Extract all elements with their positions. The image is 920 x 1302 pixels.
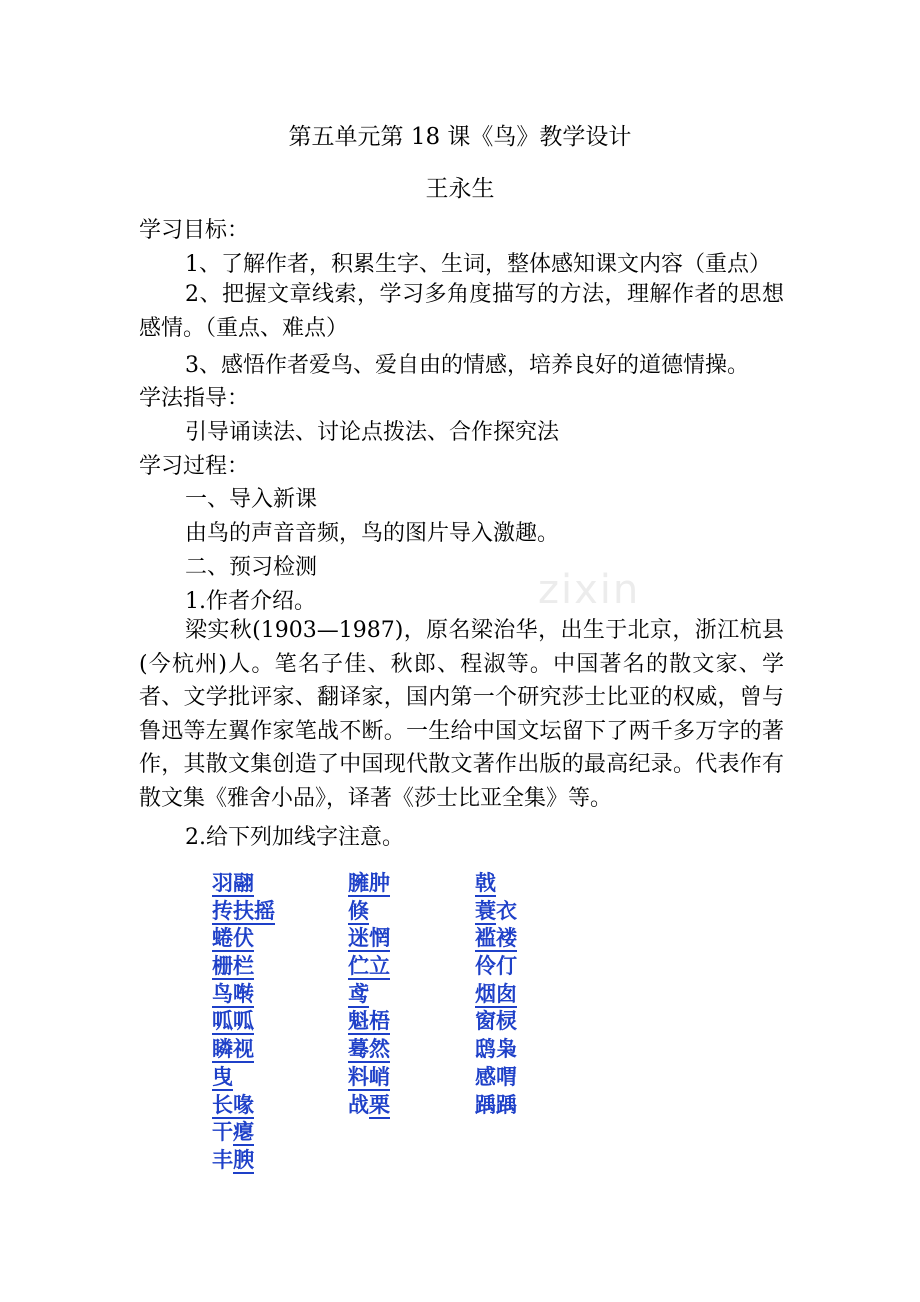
vocab-underlined-text: 戟 bbox=[475, 871, 496, 895]
vocab-word bbox=[212, 953, 275, 981]
vocab-underlined-text: 倏 bbox=[348, 898, 369, 923]
vocab-underlined-text: 魁梧 bbox=[348, 1009, 390, 1034]
vocab-word bbox=[348, 870, 390, 898]
vocab-text: 踽踽 bbox=[475, 1092, 517, 1117]
vocab-underlined-text: 瘪 bbox=[233, 1120, 254, 1145]
vocab-underlined-text: 蓑 bbox=[475, 898, 496, 923]
vocab-text: 感喟 bbox=[475, 1064, 517, 1089]
vocab-underlined-text: 烟囱 bbox=[475, 981, 517, 1006]
goal-3: 3、感悟作者爱鸟、爱自由的情感，培养良好的道德情操。 bbox=[185, 353, 749, 378]
vocab-underlined-text: 蓦然 bbox=[348, 1037, 390, 1062]
vocab-column-3 bbox=[475, 870, 517, 1119]
vocab-underlined-text: 栗 bbox=[369, 1092, 390, 1117]
vocab-word bbox=[212, 1119, 275, 1147]
vocab-underlined-text: 蜷伏 bbox=[212, 926, 254, 951]
vocab-word bbox=[212, 981, 275, 1009]
vocab-underlined-text: 伫立 bbox=[348, 954, 390, 979]
vocab-word bbox=[348, 898, 390, 926]
vocab-word bbox=[348, 1008, 390, 1036]
vocab-underlined-text: 鸢 bbox=[348, 981, 369, 1006]
vocab-word bbox=[348, 1092, 390, 1120]
vocab-text: 丰 bbox=[212, 1147, 233, 1172]
vocab-underlined-text: 瞵视 bbox=[212, 1037, 254, 1062]
item-2-heading: 2.给下列加线字注意。 bbox=[185, 825, 404, 850]
vocab-underlined-text: 栅栏 bbox=[212, 954, 254, 979]
vocab-word bbox=[475, 1064, 517, 1092]
vocab-word bbox=[475, 898, 517, 926]
vocab-underlined-text: 呱呱 bbox=[212, 1009, 254, 1034]
vocab-word bbox=[475, 870, 517, 898]
vocab-text: 窗棂 bbox=[475, 1009, 517, 1034]
goal-1: 1、了解作者，积累生字、生词，整体感知课文内容（重点） bbox=[185, 252, 771, 277]
vocab-word bbox=[475, 1092, 517, 1120]
step-1-text: 由鸟的声音音频，鸟的图片导入激趣。 bbox=[185, 521, 560, 546]
vocab-underlined-text: 料峭 bbox=[348, 1064, 390, 1089]
vocab-column-2 bbox=[348, 870, 390, 1119]
vocab-text: 鸱枭 bbox=[475, 1037, 517, 1062]
vocab-word bbox=[212, 1064, 275, 1092]
process-heading: 学习过程： bbox=[139, 454, 250, 479]
item-1-heading: 1.作者介绍。 bbox=[185, 589, 316, 614]
step-2-heading: 二、预习检测 bbox=[185, 555, 318, 580]
vocab-underlined-text: 曳 bbox=[212, 1064, 233, 1089]
vocab-word bbox=[348, 1064, 390, 1092]
vocab-word bbox=[475, 981, 517, 1009]
vocab-word bbox=[348, 1036, 390, 1064]
vocab-underlined-text: 迷惘 bbox=[348, 926, 390, 951]
vocab-underlined-text: 褴褛 bbox=[475, 926, 517, 951]
vocab-underlined-text: 羽翮 bbox=[212, 871, 254, 895]
vocab-underlined-text: 抟扶摇 bbox=[212, 898, 275, 923]
vocab-text: 伶仃 bbox=[475, 954, 517, 979]
vocab-word bbox=[212, 925, 275, 953]
vocab-word bbox=[212, 898, 275, 926]
vocab-word bbox=[212, 1147, 275, 1175]
vocab-underlined-text: 长喙 bbox=[212, 1092, 254, 1117]
vocab-word bbox=[475, 953, 517, 981]
step-1-heading: 一、导入新课 bbox=[185, 487, 318, 512]
method-heading: 学法指导： bbox=[139, 386, 250, 411]
vocab-underlined-text: 腴 bbox=[233, 1147, 254, 1172]
author-name: 王永生 bbox=[425, 176, 495, 202]
vocab-underlined-text: 臃肿 bbox=[348, 871, 390, 895]
watermark: zixin bbox=[538, 567, 641, 613]
vocab-text: 干 bbox=[212, 1120, 233, 1145]
vocab-word bbox=[212, 870, 275, 898]
vocab-word bbox=[212, 1092, 275, 1120]
vocab-underlined-text: 鸟啭 bbox=[212, 981, 254, 1006]
vocab-text: 战 bbox=[348, 1092, 369, 1117]
vocab-word bbox=[348, 981, 390, 1009]
method-text: 引导诵读法、讨论点拨法、合作探究法 bbox=[185, 420, 560, 445]
vocab-word bbox=[475, 925, 517, 953]
vocab-text: 衣 bbox=[496, 898, 517, 923]
vocab-word bbox=[212, 1008, 275, 1036]
vocab-word bbox=[475, 1008, 517, 1036]
vocab-column-1 bbox=[212, 870, 275, 1175]
vocab-word bbox=[212, 1036, 275, 1064]
goal-2: 2、把握文章线索，学习多角度描写的方法，理解作者的思想感情。（重点、难点） bbox=[139, 282, 784, 341]
vocab-word bbox=[348, 925, 390, 953]
goals-heading: 学习目标： bbox=[139, 218, 250, 243]
vocab-word bbox=[348, 953, 390, 981]
author-bio: 梁实秋(1903—1987)，原名梁治华，出生于北京，浙江杭县(今杭州)人。笔名子佳、秋郎、程淑等。中国著名的散文家、学者、文学批评家、翻译家，国内第一个研究莎士比亚的权威，曾与鲁迅等左翼作家笔战不断。一生给中国文坛留下了两千多万字的著作，其散文集创造了中国现代散文著作出版的最高纪录。代表作有散文集《雅舍小品》，译著《莎士比亚全集》等。 bbox=[139, 618, 784, 811]
vocab-word bbox=[475, 1036, 517, 1064]
document-title: 第五单元第 18 课《鸟》教学设计 bbox=[288, 124, 632, 150]
